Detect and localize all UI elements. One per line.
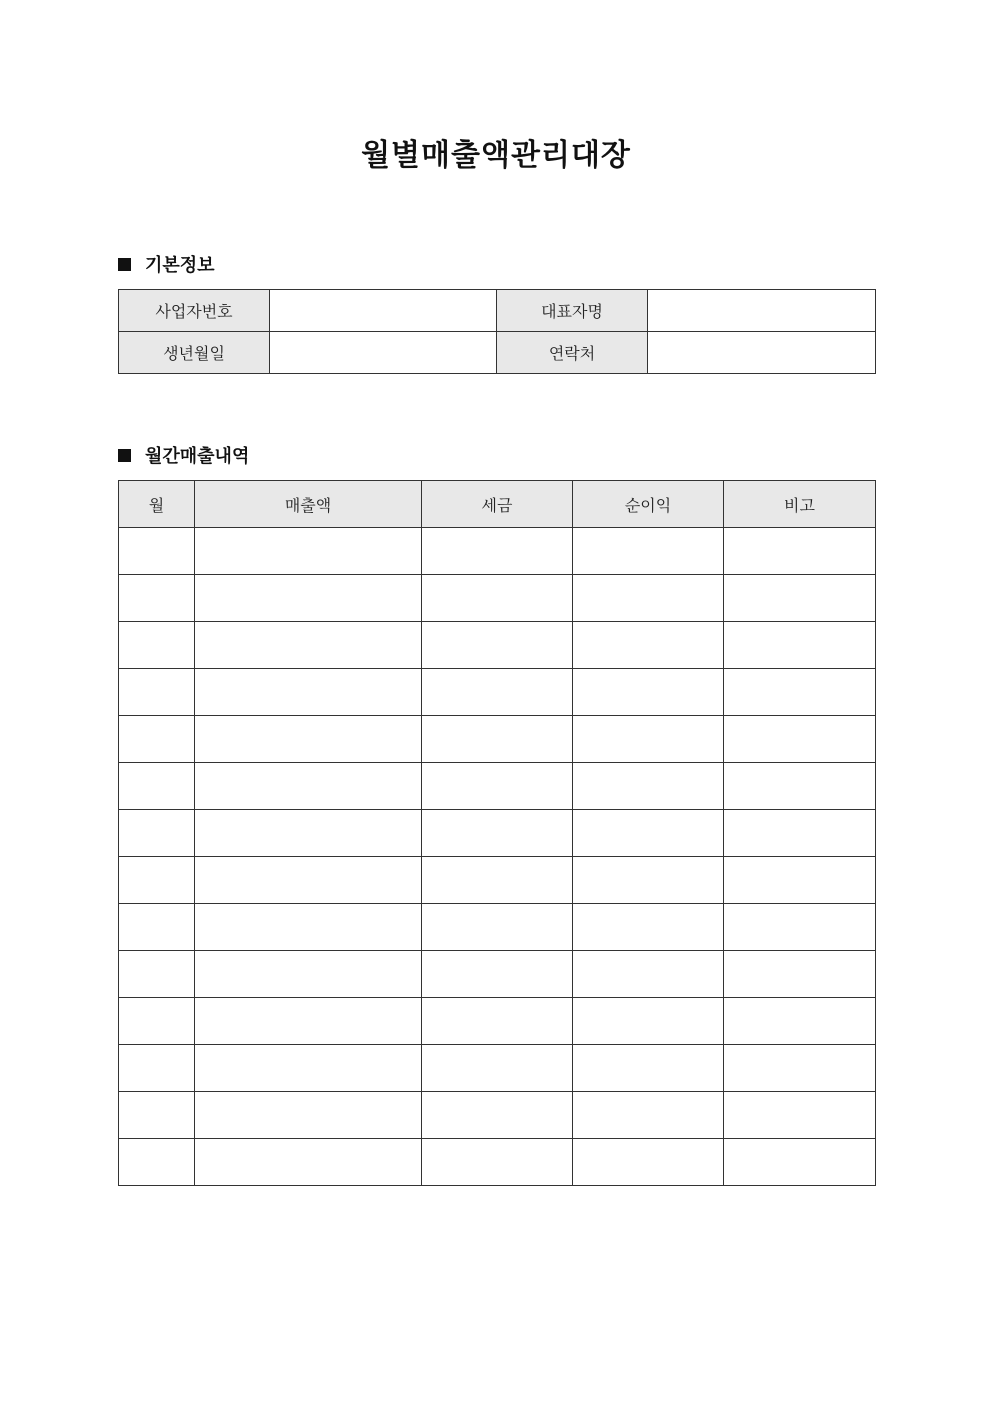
- month-cell[interactable]: [119, 716, 195, 763]
- month-cell[interactable]: [119, 763, 195, 810]
- tax-cell[interactable]: [422, 1045, 573, 1092]
- basic-info-heading: [118, 252, 215, 276]
- column-header-sales: 매출액: [195, 481, 422, 528]
- monthly-sales-table: [118, 480, 876, 1186]
- birth-date-label: 생년월일: [119, 332, 270, 374]
- month-cell[interactable]: [119, 857, 195, 904]
- table-row: [119, 1045, 876, 1092]
- remarks-cell[interactable]: [724, 622, 876, 669]
- column-header-net-profit: 순이익: [573, 481, 724, 528]
- remarks-cell[interactable]: [724, 716, 876, 763]
- sales-cell[interactable]: [195, 810, 422, 857]
- table-header-row: [119, 481, 876, 528]
- sales-cell[interactable]: [195, 622, 422, 669]
- table-row: [119, 998, 876, 1045]
- net-profit-cell[interactable]: [573, 810, 724, 857]
- column-header-remarks: 비고: [724, 481, 876, 528]
- table-row: [119, 763, 876, 810]
- contact-field[interactable]: [648, 332, 876, 374]
- remarks-cell[interactable]: [724, 1045, 876, 1092]
- business-number-label: 사업자번호: [119, 290, 270, 332]
- sales-cell[interactable]: [195, 575, 422, 622]
- tax-cell[interactable]: [422, 998, 573, 1045]
- remarks-cell[interactable]: [724, 763, 876, 810]
- net-profit-cell[interactable]: [573, 575, 724, 622]
- month-cell[interactable]: [119, 528, 195, 575]
- tax-cell[interactable]: [422, 622, 573, 669]
- net-profit-cell[interactable]: [573, 716, 724, 763]
- tax-cell[interactable]: [422, 1139, 573, 1186]
- sales-cell[interactable]: [195, 1045, 422, 1092]
- remarks-cell[interactable]: [724, 1139, 876, 1186]
- monthly-sales-heading-label: 월간매출내역: [145, 446, 250, 467]
- document-title: 월별매출액관리대장: [361, 138, 631, 173]
- month-cell[interactable]: [119, 622, 195, 669]
- tax-cell[interactable]: [422, 951, 573, 998]
- month-cell[interactable]: [119, 951, 195, 998]
- tax-cell[interactable]: [422, 763, 573, 810]
- month-cell[interactable]: [119, 669, 195, 716]
- black-square-icon: [118, 449, 131, 462]
- tax-cell[interactable]: [422, 1092, 573, 1139]
- month-cell[interactable]: [119, 810, 195, 857]
- tax-cell[interactable]: [422, 857, 573, 904]
- net-profit-cell[interactable]: [573, 1092, 724, 1139]
- table-row: [119, 904, 876, 951]
- table-row: [119, 575, 876, 622]
- net-profit-cell[interactable]: [573, 951, 724, 998]
- sales-cell[interactable]: [195, 1092, 422, 1139]
- representative-name-field[interactable]: [648, 290, 876, 332]
- column-header-tax: 세금: [422, 481, 573, 528]
- remarks-cell[interactable]: [724, 1092, 876, 1139]
- month-cell[interactable]: [119, 575, 195, 622]
- net-profit-cell[interactable]: [573, 1045, 724, 1092]
- sales-cell[interactable]: [195, 1139, 422, 1186]
- sales-cell[interactable]: [195, 998, 422, 1045]
- tax-cell[interactable]: [422, 575, 573, 622]
- tax-cell[interactable]: [422, 716, 573, 763]
- remarks-cell[interactable]: [724, 575, 876, 622]
- sales-cell[interactable]: [195, 857, 422, 904]
- sales-cell[interactable]: [195, 763, 422, 810]
- birth-date-field[interactable]: [270, 332, 497, 374]
- tax-cell[interactable]: [422, 810, 573, 857]
- table-row: [119, 669, 876, 716]
- net-profit-cell[interactable]: [573, 998, 724, 1045]
- remarks-cell[interactable]: [724, 669, 876, 716]
- sales-cell[interactable]: [195, 951, 422, 998]
- contact-label: 연락처: [497, 332, 648, 374]
- tax-cell[interactable]: [422, 528, 573, 575]
- sales-cell[interactable]: [195, 904, 422, 951]
- table-row: [119, 716, 876, 763]
- tax-cell[interactable]: [422, 669, 573, 716]
- black-square-icon: [118, 258, 131, 271]
- table-row: [119, 951, 876, 998]
- remarks-cell[interactable]: [724, 857, 876, 904]
- tax-cell[interactable]: [422, 904, 573, 951]
- net-profit-cell[interactable]: [573, 669, 724, 716]
- monthly-sales-heading: [118, 443, 249, 467]
- basic-info-row: [119, 290, 876, 332]
- remarks-cell[interactable]: [724, 998, 876, 1045]
- sales-cell[interactable]: [195, 716, 422, 763]
- net-profit-cell[interactable]: [573, 904, 724, 951]
- table-row: [119, 528, 876, 575]
- table-row: [119, 810, 876, 857]
- net-profit-cell[interactable]: [573, 763, 724, 810]
- net-profit-cell[interactable]: [573, 857, 724, 904]
- column-header-month: 월: [119, 481, 195, 528]
- net-profit-cell[interactable]: [573, 1139, 724, 1186]
- representative-name-label: 대표자명: [497, 290, 648, 332]
- basic-info-row: [119, 332, 876, 374]
- table-row: [119, 1139, 876, 1186]
- remarks-cell[interactable]: [724, 528, 876, 575]
- business-number-field[interactable]: [270, 290, 497, 332]
- month-cell[interactable]: [119, 1139, 195, 1186]
- sales-table-body: [119, 528, 876, 1186]
- net-profit-cell[interactable]: [573, 622, 724, 669]
- net-profit-cell[interactable]: [573, 528, 724, 575]
- sales-cell[interactable]: [195, 528, 422, 575]
- table-row: [119, 622, 876, 669]
- remarks-cell[interactable]: [724, 810, 876, 857]
- basic-info-table: [118, 289, 876, 374]
- month-cell[interactable]: [119, 998, 195, 1045]
- table-row: [119, 857, 876, 904]
- remarks-cell[interactable]: [724, 951, 876, 998]
- month-cell[interactable]: [119, 1092, 195, 1139]
- basic-info-heading-label: 기본정보: [145, 255, 215, 276]
- table-row: [119, 1092, 876, 1139]
- sales-cell[interactable]: [195, 669, 422, 716]
- month-cell[interactable]: [119, 904, 195, 951]
- remarks-cell[interactable]: [724, 904, 876, 951]
- month-cell[interactable]: [119, 1045, 195, 1092]
